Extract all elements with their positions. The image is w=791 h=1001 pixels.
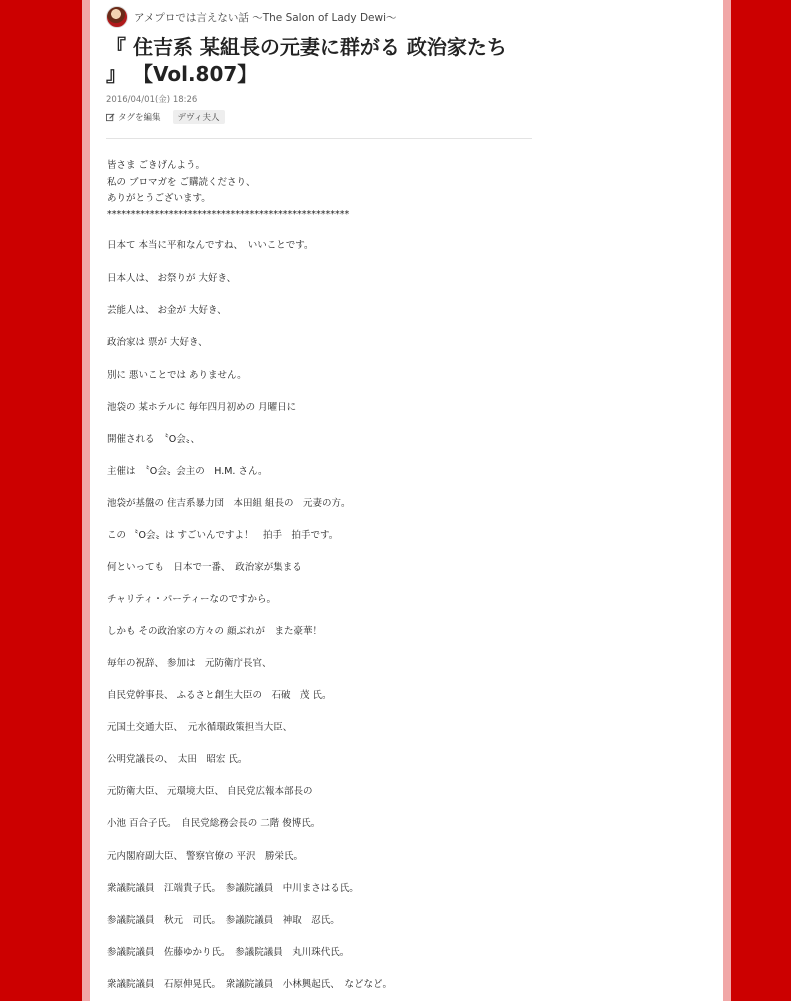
body-line: 開催される 〝O会〟、 [107,434,200,445]
body-line: 衆議院議員 江端貴子氏。 参議院議員 中川まさはる氏。 [107,883,359,894]
edit-icon[interactable] [106,113,115,122]
body-line: 何といっても 日本で一番、 政治家が集まる [107,562,302,573]
left-border-stripe [82,0,90,1001]
blog-header[interactable] [106,5,397,29]
body-line: 私の ブロマガを ご購読くださり、 [107,177,256,188]
divider [106,138,532,139]
body-line: 元防衛大臣、 元環境大臣、 自民党広報本部長の [107,786,313,797]
body-line: 池袋が基盤の 住吉系暴力団 本田組 組長の 元妻の方。 [107,498,351,509]
body-line: 主催は 〝O会〟会主の H.M. さん。 [107,466,268,477]
body-line: しかも その政治家の方々の 顔ぶれが また豪華！ [107,626,323,637]
tag-badge[interactable]: デヴィ夫人 [173,110,225,124]
body-line: 参議院議員 佐藤ゆかり氏。 参議院議員 丸川珠代氏。 [107,947,350,958]
blog-title[interactable]: アメプロでは言えない話 ～The Salon of Lady Dewi～ [134,11,397,24]
body-line: ありがとうございます。 [107,193,211,204]
article-title: 『 住吉系 某組長の元妻に群がる 政治家たち 』 【Vol.807】 [106,35,507,86]
body-line: この 〝O会〟は すごいんですよ！ 拍手 拍手です。 [107,530,339,541]
body-line: 別に 悪いことでは ありません。 [107,370,247,381]
body-line: 日本て 本当に平和なんですね、 いいことです。 [107,240,314,251]
body-line: 皆さま ごきげんよう。 [107,160,206,171]
body-line: 小池 百合子氏。 自民党総務会長の 二階 俊博氏。 [107,818,321,829]
tag-edit-link[interactable]: タグを編集 [118,113,161,123]
body-line: 政治家は 票が 大好き、 [107,337,208,348]
body-line: チャリティ・パーティーなのですから。 [107,594,277,605]
article-date: 2016/04/01(金) 18:26 [106,95,198,105]
body-line: 衆議院議員 石原伸晃氏。 衆議院議員 小林興起氏、 などなど。 [107,979,393,990]
body-line: 参議院議員 秋元 司氏。 参議院議員 神取 忍氏。 [107,915,340,926]
tag-row [106,110,225,124]
body-line: 自民党幹事長、 ふるさと創生大臣の 石破 茂 氏。 [107,690,332,701]
body-line: 日本人は、 お祭りが 大好き、 [107,273,237,284]
body-line: *************************************************** [107,209,350,220]
body-line: 元内閣府副大臣、 警察官僚の 平沢 勝栄氏。 [107,851,304,862]
body-line: 池袋の 某ホテルに 毎年四月初めの 月曜日に [107,402,297,413]
avatar[interactable] [106,6,128,28]
body-line: 公明党議長の、 太田 昭宏 氏。 [107,754,248,765]
right-border-stripe [723,0,731,1001]
body-line: 元国土交通大臣、 元水循環政策担当大臣、 [107,722,293,733]
body-line: 芸能人は、 お金が 大好き、 [107,305,227,316]
body-line: 毎年の祝辞、 参加は 元防衛庁長官、 [107,658,272,669]
